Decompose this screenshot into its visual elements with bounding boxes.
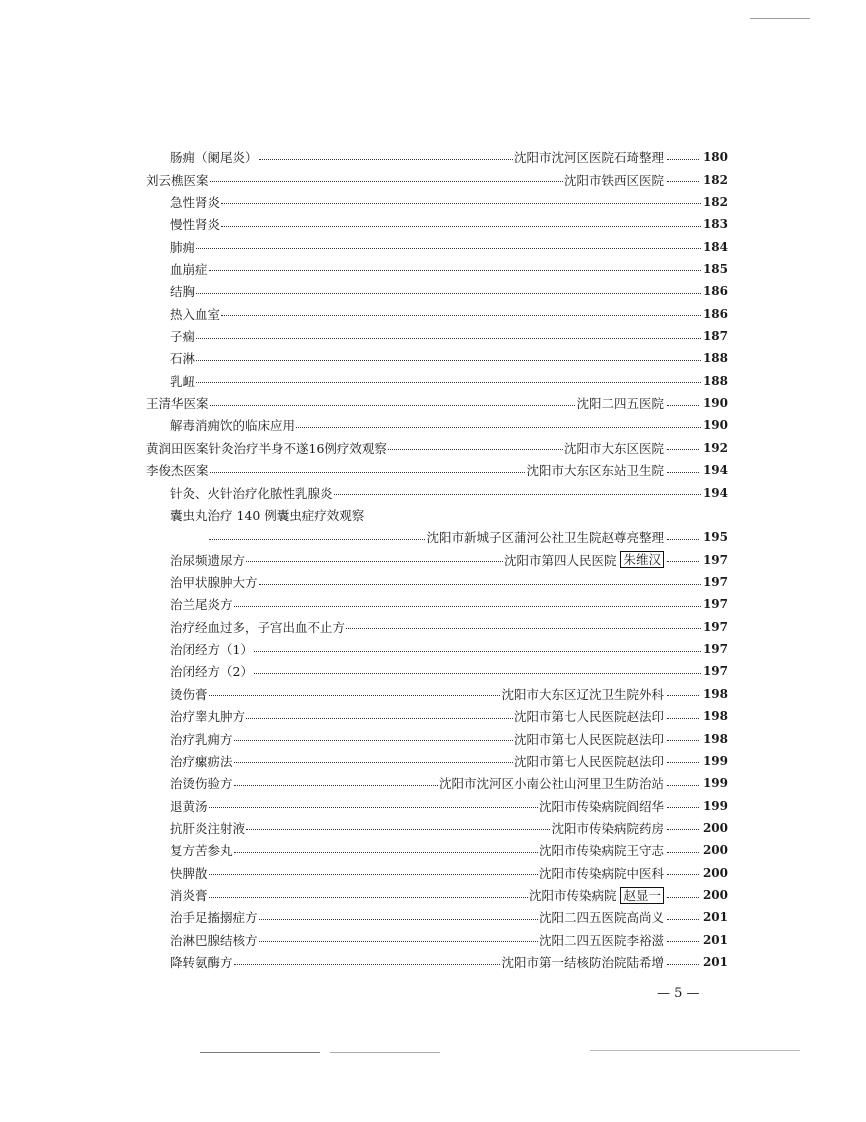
entry-title: 消炎膏 — [170, 888, 208, 904]
entry-page: 180 — [702, 150, 728, 165]
entry-page: 198 — [702, 709, 728, 724]
dot-leader — [667, 695, 699, 696]
entry-title: 王清华医案 — [146, 396, 209, 412]
toc-entry — [146, 481, 728, 503]
dot-leader — [234, 740, 513, 741]
boxed-name: 赵显一 — [620, 887, 664, 904]
entry-page: 197 — [702, 552, 728, 567]
toc-entry — [146, 548, 728, 570]
toc-entry — [146, 683, 728, 705]
entry-page: 190 — [702, 396, 728, 411]
dot-leader — [234, 606, 701, 607]
entry-organization: 沈阳市第四人民医院 — [503, 552, 617, 568]
dot-leader — [667, 718, 699, 719]
toc-entry — [146, 705, 728, 727]
entry-page: 185 — [702, 261, 728, 276]
entry-page: 183 — [702, 217, 728, 232]
toc-entry — [146, 437, 728, 459]
entry-page: 182 — [702, 172, 728, 187]
entry-title: 石淋 — [170, 351, 196, 367]
entry-page: 200 — [702, 843, 728, 858]
toc-entry — [146, 303, 728, 325]
toc-entry — [146, 638, 728, 660]
dot-leader — [234, 852, 538, 853]
entry-title: 针灸、火针治疗化脓性乳腺炎 — [170, 485, 333, 501]
dot-leader — [667, 159, 699, 160]
dot-leader — [210, 405, 576, 406]
entry-page: 188 — [702, 351, 728, 366]
toc-entry — [146, 280, 728, 302]
toc-entry — [146, 906, 728, 928]
scan-artifact — [200, 1052, 320, 1053]
boxed-name: 朱维汉 — [620, 551, 664, 568]
entry-organization: 沈阳市传染病院 — [528, 888, 617, 904]
entry-title: 烫伤膏 — [170, 686, 208, 702]
dot-leader — [334, 494, 701, 495]
dot-leader — [234, 762, 513, 763]
dot-leader — [346, 628, 701, 629]
toc-entry — [146, 839, 728, 861]
scan-artifact — [590, 1050, 800, 1051]
entry-organization: 沈阳市第一结核防治院陆希增 — [501, 955, 664, 971]
dot-leader — [234, 785, 438, 786]
dot-leader — [667, 405, 699, 406]
toc-entry — [146, 750, 728, 772]
dot-leader — [209, 695, 501, 696]
dot-leader — [667, 762, 699, 763]
dot-leader — [667, 561, 699, 562]
entry-page: 197 — [702, 642, 728, 657]
entry-title: 乳衄 — [170, 373, 196, 389]
dot-leader — [221, 203, 701, 204]
dot-leader — [667, 941, 699, 942]
entry-organization: 沈阳市传染病院中医科 — [538, 865, 664, 881]
toc-entry — [146, 235, 728, 257]
table-of-contents — [146, 146, 728, 973]
toc-entry — [146, 526, 728, 548]
entry-page: 190 — [702, 418, 728, 433]
entry-title: 治闭经方（1） — [170, 642, 253, 658]
toc-entry — [146, 884, 728, 906]
entry-page: 201 — [702, 932, 728, 947]
entry-title: 治疗瘰疬法 — [170, 753, 233, 769]
dot-leader — [221, 226, 701, 227]
dot-leader — [667, 807, 699, 808]
toc-entry — [146, 370, 728, 392]
entry-organization: 沈阳市沈河区医院石琦整理 — [513, 150, 664, 166]
entry-page: 188 — [702, 373, 728, 388]
entry-title: 快脾散 — [170, 865, 208, 881]
dot-leader — [667, 181, 699, 182]
entry-page: 199 — [702, 798, 728, 813]
dot-leader — [254, 673, 701, 674]
toc-entry — [146, 146, 728, 168]
entry-page: 197 — [702, 597, 728, 612]
dot-leader — [667, 740, 699, 741]
entry-title: 抗肝炎注射液 — [170, 820, 246, 836]
toc-entry — [146, 459, 728, 481]
entry-title: 热入血室 — [170, 306, 221, 322]
entry-page: 194 — [702, 463, 728, 478]
entry-organization: 沈阳市第七人民医院赵法印 — [513, 731, 664, 747]
entry-page: 199 — [702, 776, 728, 791]
page-number: — 5 — — [657, 986, 700, 1001]
entry-page: 194 — [702, 485, 728, 500]
entry-organization: 沈阳市传染病院阎绍华 — [538, 798, 664, 814]
dot-leader — [209, 807, 538, 808]
dot-leader — [259, 584, 701, 585]
entry-title: 治兰尾炎方 — [170, 597, 233, 613]
entry-page: 195 — [702, 530, 728, 545]
toc-entry — [146, 616, 728, 638]
entry-organization: 沈阳市大东区辽沈卫生院外科 — [501, 686, 664, 702]
dot-leader — [196, 360, 701, 361]
entry-organization: 沈阳市大东区医院 — [563, 440, 664, 456]
dot-leader — [388, 449, 563, 450]
entry-organization: 沈阳市大东区东站卫生院 — [526, 463, 664, 479]
dot-leader — [196, 338, 701, 339]
toc-entry — [146, 660, 728, 682]
dot-leader — [246, 829, 550, 830]
entry-title: 治淋巴腺结核方 — [170, 932, 258, 948]
scan-artifact — [750, 18, 810, 19]
dot-leader — [196, 293, 701, 294]
dot-leader — [210, 181, 563, 182]
dot-leader — [296, 427, 701, 428]
entry-page: 197 — [702, 575, 728, 589]
dot-leader — [667, 852, 699, 853]
entry-title: 治尿频遗尿方 — [170, 552, 246, 568]
entry-title: 解毒消痈饮的临床应用 — [170, 418, 296, 434]
dot-leader — [259, 919, 538, 920]
entry-page: 197 — [702, 619, 728, 634]
toc-entry — [146, 504, 728, 526]
dot-leader — [667, 964, 699, 965]
entry-page: 198 — [702, 686, 728, 701]
entry-title: 治手足搐搦症方 — [170, 910, 258, 926]
dot-leader — [209, 539, 425, 540]
dot-leader — [667, 897, 699, 898]
dot-leader — [667, 785, 699, 786]
dot-leader — [667, 539, 699, 540]
entry-title: 治烫伤验方 — [170, 776, 233, 792]
dot-leader — [259, 159, 513, 160]
dot-leader — [667, 874, 699, 875]
toc-entry — [146, 817, 728, 839]
entry-title: 子痫 — [170, 329, 196, 345]
entry-page: 201 — [702, 910, 728, 925]
dot-leader — [221, 315, 701, 316]
dot-leader — [234, 964, 501, 965]
entry-title: 李俊杰医案 — [146, 463, 209, 479]
entry-title: 治疗经血过多，子宫出血不止方 — [170, 619, 346, 635]
entry-title: 急性肾炎 — [170, 194, 221, 210]
dot-leader — [196, 248, 701, 249]
toc-entry — [146, 191, 728, 213]
entry-organization: 沈阳市传染病院药房 — [551, 820, 664, 836]
entry-title: 治疗睾丸肿方 — [170, 709, 246, 725]
entry-title: 复方苦参丸 — [170, 843, 233, 859]
dot-leader — [667, 472, 699, 473]
entry-title: 治闭经方（2） — [170, 664, 253, 680]
toc-entry — [146, 794, 728, 816]
entry-organization: 沈阳市第七人民医院赵法印 — [513, 709, 664, 725]
entry-page: 186 — [702, 306, 728, 321]
toc-entry — [146, 392, 728, 414]
toc-entry — [146, 347, 728, 369]
entry-page: 184 — [702, 239, 728, 254]
toc-entry — [146, 929, 728, 951]
entry-title: 肺痈 — [170, 239, 196, 255]
entry-page: 200 — [702, 888, 728, 903]
toc-entry — [146, 258, 728, 280]
toc-entry — [146, 571, 728, 593]
toc-entry — [146, 168, 728, 190]
entry-title: 结胸 — [170, 284, 196, 300]
dot-leader — [246, 718, 513, 719]
entry-page: 192 — [702, 440, 728, 455]
entry-title: 治疗乳痈方 — [170, 731, 233, 747]
entry-page: 182 — [702, 194, 728, 209]
entry-title: 肠痈（阑尾炎） — [170, 150, 258, 166]
toc-entry — [146, 727, 728, 749]
dot-leader — [667, 449, 699, 450]
dot-leader — [667, 829, 699, 830]
entry-page: 198 — [702, 731, 728, 746]
entry-title: 退黄汤 — [170, 798, 208, 814]
entry-organization: 沈阳市第七人民医院赵法印 — [513, 753, 664, 769]
scan-artifact — [330, 1052, 440, 1053]
entry-page: 186 — [702, 284, 728, 299]
toc-entry — [146, 862, 728, 884]
dot-leader — [196, 382, 701, 383]
entry-organization: 沈阳市铁西区医院 — [563, 172, 664, 188]
entry-title: 黄润田医案针灸治疗半身不遂16例疗效观察 — [146, 440, 387, 456]
entry-organization: 沈阳市新城子区蒲河公社卫生院赵尊亮整理 — [426, 530, 664, 546]
dot-leader — [210, 472, 526, 473]
dot-leader — [254, 651, 701, 652]
entry-title: 刘云樵医案 — [146, 172, 209, 188]
dot-leader — [667, 919, 699, 920]
dot-leader — [209, 270, 701, 271]
entry-organization: 沈阳市传染病院王守志 — [538, 843, 664, 859]
toc-entry — [146, 593, 728, 615]
entry-page: 201 — [702, 955, 728, 970]
toc-entry — [146, 951, 728, 973]
entry-title: 囊虫丸治疗 140 例囊虫症疗效观察 — [170, 507, 365, 523]
entry-title: 降转氨酶方 — [170, 955, 233, 971]
dot-leader — [209, 897, 528, 898]
entry-organization: 沈阳市沈河区小南公社山河里卫生防治站 — [438, 776, 664, 792]
entry-organization: 沈阳二四五医院 — [576, 396, 664, 412]
toc-entry — [146, 325, 728, 347]
entry-page: 197 — [702, 664, 728, 679]
entry-organization: 沈阳二四五医院李裕滋 — [538, 932, 664, 948]
entry-page: 187 — [702, 329, 728, 344]
entry-title: 慢性肾炎 — [170, 217, 221, 233]
entry-title: 血崩症 — [170, 261, 208, 277]
toc-entry — [146, 772, 728, 794]
toc-entry — [146, 414, 728, 436]
entry-page: 200 — [702, 865, 728, 880]
entry-organization: 沈阳二四五医院高尚义 — [538, 910, 664, 926]
toc-entry — [146, 213, 728, 235]
entry-page: 200 — [702, 820, 728, 835]
entry-title: 治甲状腺肿大方 — [170, 575, 258, 590]
dot-leader — [209, 874, 538, 875]
dot-leader — [246, 561, 503, 562]
entry-page: 199 — [702, 753, 728, 768]
dot-leader — [259, 941, 538, 942]
